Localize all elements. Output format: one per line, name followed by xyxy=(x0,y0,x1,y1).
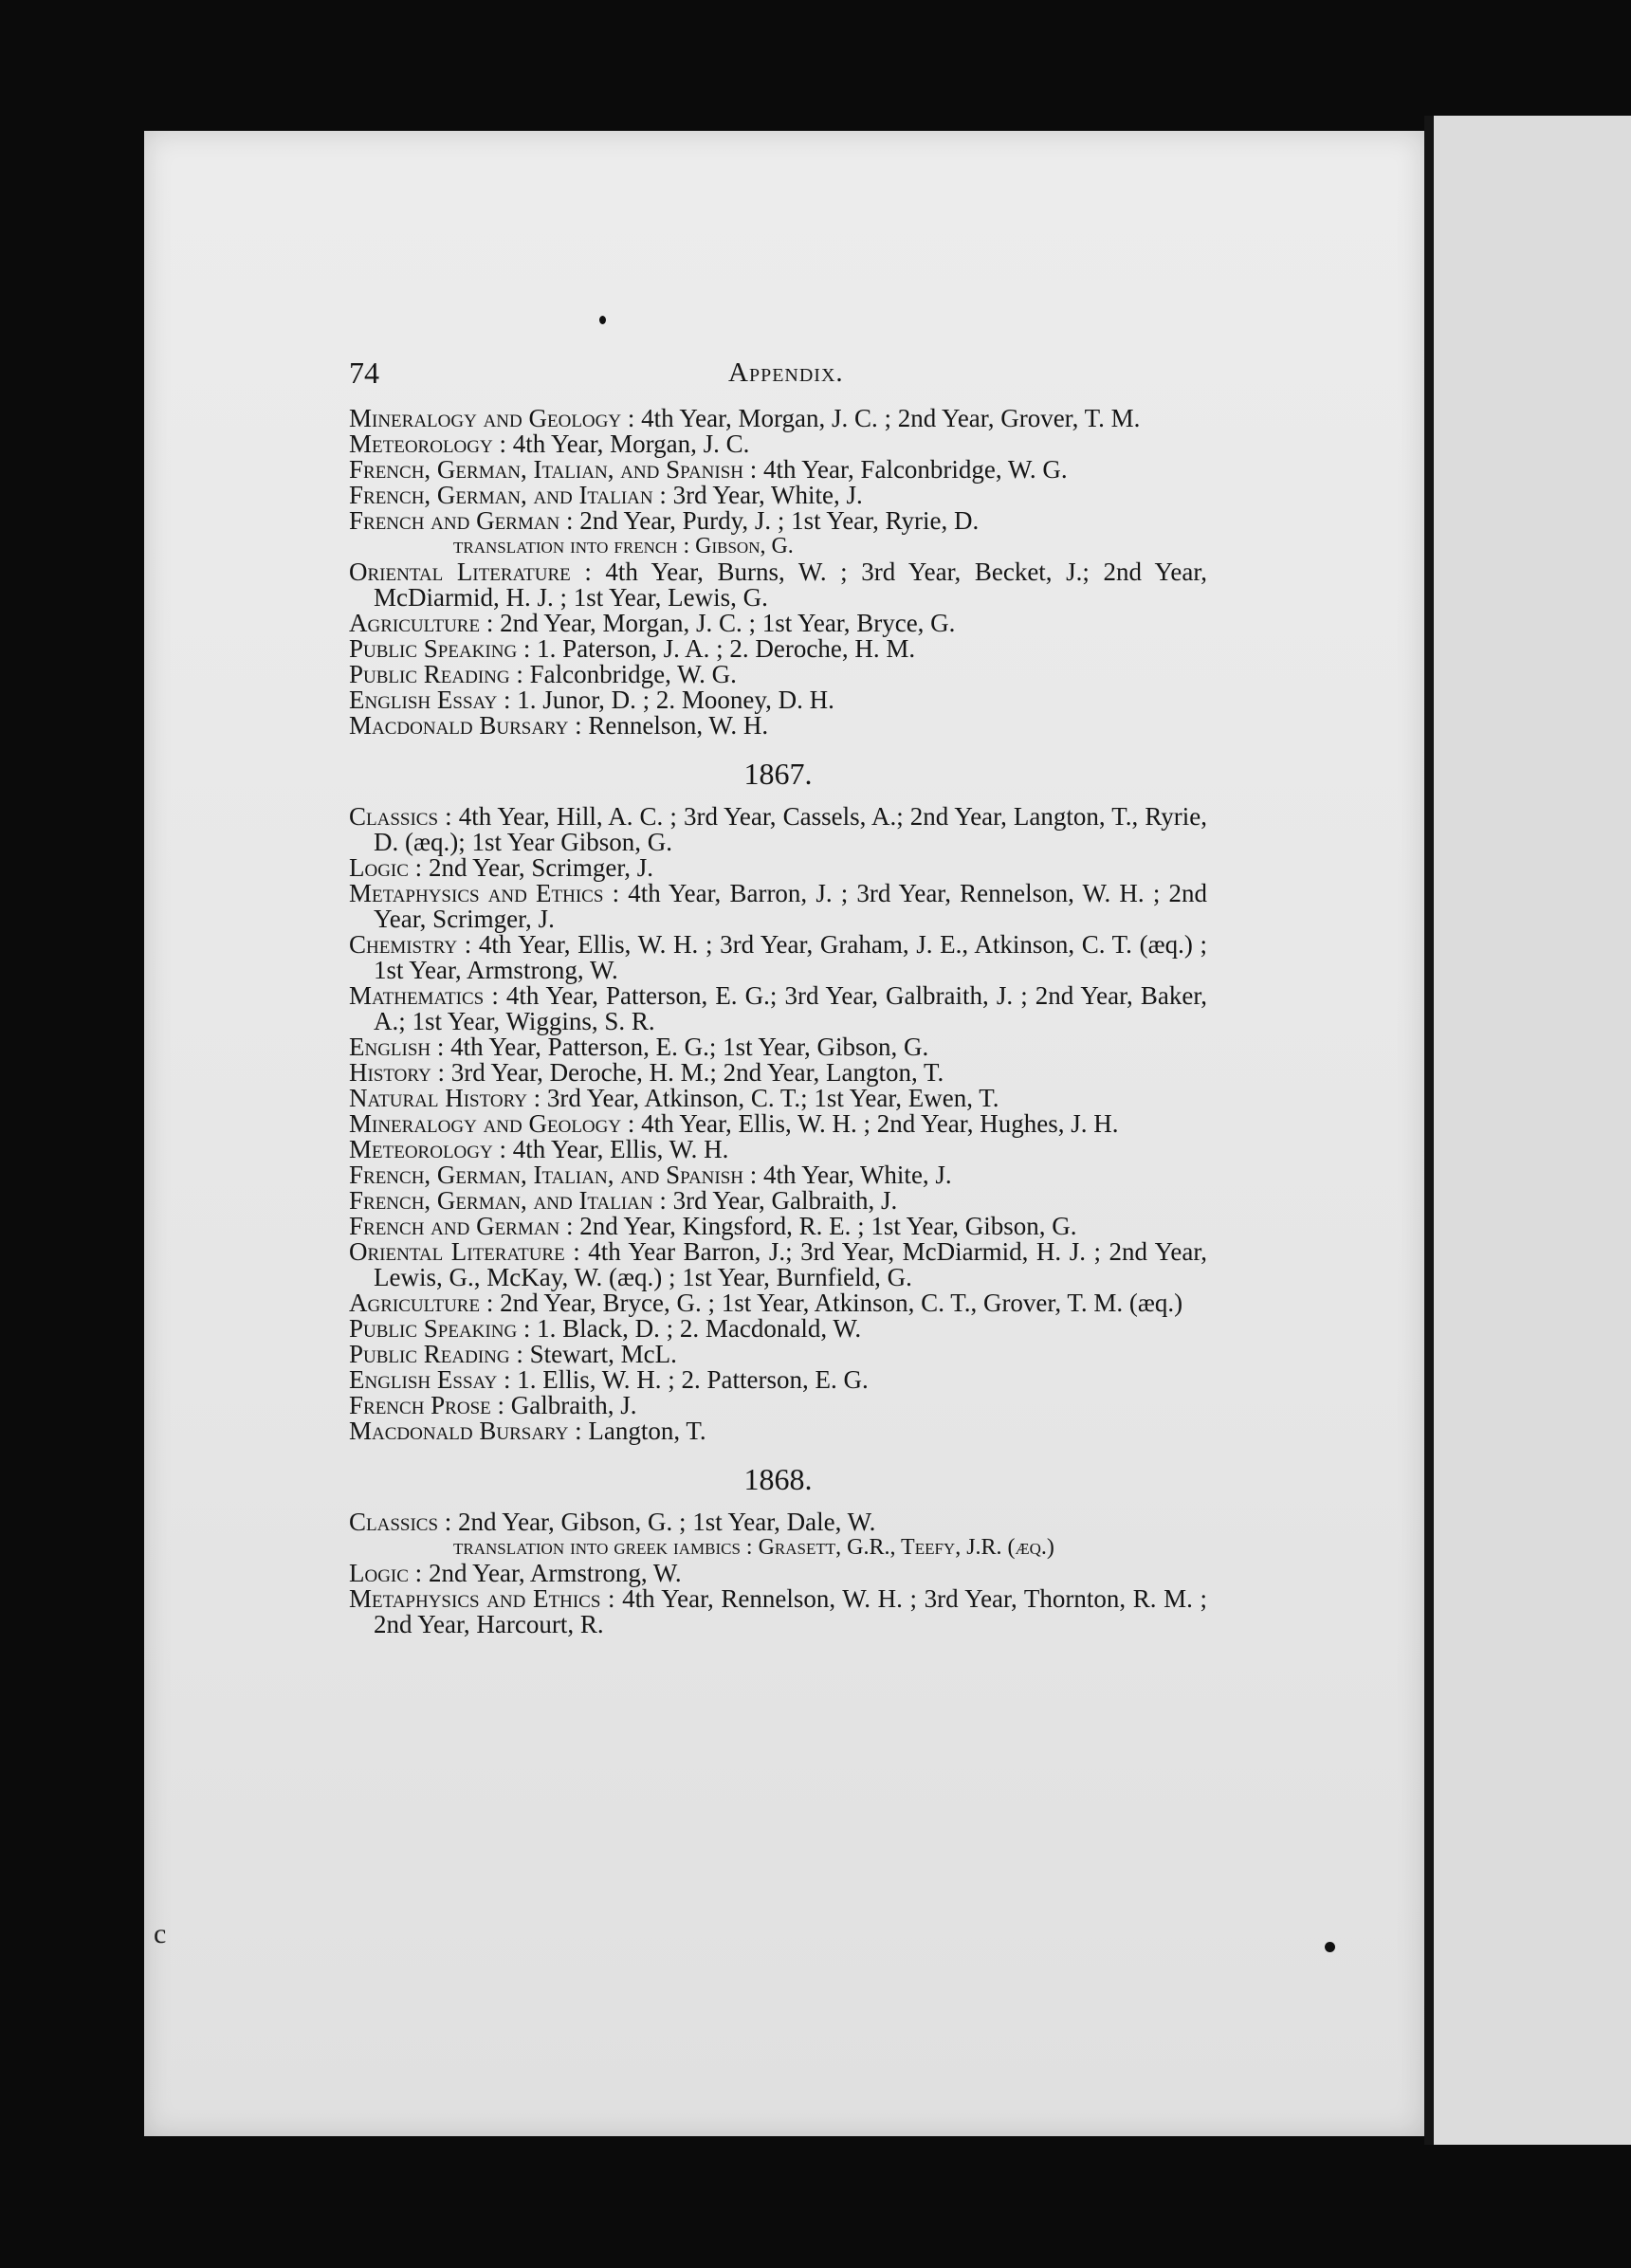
award-winners: 4th Year, Patterson, E. G.; 3rd Year, Galbraith, J. ; 2nd Year, Baker, A.; 1st Year, Wiggins, S. R. xyxy=(374,981,1207,1035)
award-winners: 1. Ellis, W. H. ; 2. Patterson, E. G. xyxy=(510,1365,869,1394)
award-entry xyxy=(349,932,1207,983)
subject-label: French, German, and Italian : xyxy=(349,481,667,509)
award-winners: 4th Year Barron, J.; 3rd Year, McDiarmid, H. J. ; 2nd Year, Lewis, G., McKay, W. (æq.) ; 1st Year, Burnfield, G. xyxy=(374,1237,1207,1291)
page-number: 74 xyxy=(349,356,379,390)
award-winners: 2nd Year, Scrimger, J. xyxy=(422,853,654,882)
award-entry xyxy=(349,1316,1207,1342)
award-winners: 1. Paterson, J. A. ; 2. Deroche, H. M. xyxy=(530,634,916,663)
award-winners: 3rd Year, Galbraith, J. xyxy=(666,1186,898,1215)
subject-label: Mineralogy and Geology : xyxy=(349,1109,635,1138)
award-entry xyxy=(349,983,1207,1034)
award-winners: 4th Year, Ellis, W. H. ; 2nd Year, Hughes, J. H. xyxy=(634,1109,1119,1138)
margin-mark: c xyxy=(154,1918,167,1949)
subject-label: French Prose : xyxy=(349,1391,504,1419)
award-entry xyxy=(349,457,1207,483)
award-winners: 3rd Year, Deroche, H. M.; 2nd Year, Langton, T. xyxy=(444,1058,944,1087)
running-header xyxy=(349,356,1207,406)
award-entry xyxy=(349,855,1207,881)
award-winners: 2nd Year, Bryce, G. ; 1st Year, Atkinson, C. T., Grover, T. M. (æq.) xyxy=(493,1289,1183,1317)
award-entry xyxy=(349,406,1207,431)
award-entry xyxy=(349,1060,1207,1086)
subject-label: Meteorology : xyxy=(349,1135,506,1163)
award-winners: Langton, T. xyxy=(581,1417,706,1445)
award-entry xyxy=(349,1586,1207,1637)
subject-label: English : xyxy=(349,1033,445,1061)
subject-label: French, German, Italian, and Spanish : xyxy=(349,1161,758,1189)
subject-label: English Essay : xyxy=(349,686,511,714)
subject-label: Public Speaking : xyxy=(349,634,531,663)
ink-speck xyxy=(599,316,606,324)
subject-label: French, German, and Italian : xyxy=(349,1186,667,1215)
sub-award-line: translation into french : Gibson, G. xyxy=(453,534,794,558)
award-winners: 4th Year, Rennelson, W. H. ; 3rd Year, Thornton, R. M. ; 2nd Year, Harcourt, R. xyxy=(374,1584,1207,1638)
award-winners: 2nd Year, Kingsford, R. E. ; 1st Year, Gibson, G. xyxy=(573,1212,1077,1240)
award-entry xyxy=(349,1034,1207,1060)
subject-label: French and German : xyxy=(349,1212,574,1240)
award-winners: 4th Year, Morgan, J. C. ; 2nd Year, Grover, T. M. xyxy=(634,404,1141,432)
page-gutter xyxy=(1424,116,1434,2145)
subject-label: Chemistry : xyxy=(349,930,472,959)
award-winners: 4th Year, Ellis, W. H. xyxy=(505,1135,729,1163)
award-entry xyxy=(349,1137,1207,1162)
subject-label: Macdonald Bursary : xyxy=(349,1417,582,1445)
award-entry xyxy=(349,662,1207,687)
award-entry xyxy=(349,1509,1207,1535)
subject-label: Macdonald Bursary : xyxy=(349,711,582,740)
award-entry xyxy=(349,1239,1207,1290)
subject-label: French, German, Italian, and Spanish : xyxy=(349,455,758,484)
award-winners: 4th Year, Ellis, W. H. ; 3rd Year, Graham, J. E., Atkinson, C. T. (æq.) ; 1st Year, Armstrong, W. xyxy=(374,930,1208,984)
subject-label: Mineralogy and Geology : xyxy=(349,404,635,432)
subject-label: French and German : xyxy=(349,506,574,535)
award-entry xyxy=(349,1342,1207,1367)
award-winners: 4th Year, Barron, J. ; 3rd Year, Rennelson, W. H. ; 2nd Year, Scrimger, J. xyxy=(374,879,1207,933)
subject-label: Agriculture : xyxy=(349,1289,494,1317)
subject-label: Logic : xyxy=(349,1559,423,1587)
subject-label: Public Speaking : xyxy=(349,1314,531,1343)
subject-label: Classics : xyxy=(349,802,452,831)
year-heading: 1868. xyxy=(743,1462,813,1496)
sub-award-line: translation into greek iambics : Grasett, G.R., Teefy, J.R. (æq.) xyxy=(453,1535,1054,1560)
subject-label: Metaphysics and Ethics : xyxy=(349,1584,615,1613)
subject-label: Agriculture : xyxy=(349,609,494,637)
award-entry xyxy=(349,1086,1207,1111)
award-entry xyxy=(349,483,1207,508)
award-entry xyxy=(349,804,1207,855)
award-winners: Falconbridge, W. G. xyxy=(522,660,737,688)
subject-label: Public Reading : xyxy=(349,1340,523,1368)
award-winners: 2nd Year, Gibson, G. ; 1st Year, Dale, W. xyxy=(451,1508,876,1536)
award-winners: Galbraith, J. xyxy=(504,1391,637,1419)
award-winners: 2nd Year, Morgan, J. C. ; 1st Year, Bryce, G. xyxy=(493,609,956,637)
award-entry xyxy=(349,881,1207,932)
running-title: Appendix. xyxy=(728,357,844,388)
award-entry xyxy=(349,1188,1207,1214)
award-winners: 2nd Year, Armstrong, W. xyxy=(422,1559,682,1587)
subject-label: Logic : xyxy=(349,853,423,882)
award-winners: 2nd Year, Purdy, J. ; 1st Year, Ryrie, D. xyxy=(573,506,980,535)
award-winners: 4th Year, Patterson, E. G.; 1st Year, Gibson, G. xyxy=(444,1033,929,1061)
subject-label: Public Reading : xyxy=(349,660,523,688)
subject-label: Metaphysics and Ethics : xyxy=(349,879,620,907)
subject-label: English Essay : xyxy=(349,1365,511,1394)
award-entry xyxy=(349,611,1207,636)
subject-label: Oriental Literature : xyxy=(349,558,592,586)
prize-list xyxy=(349,406,1207,1637)
page-content xyxy=(349,356,1208,1638)
award-entry xyxy=(349,713,1207,739)
award-winners: 1. Black, D. ; 2. Macdonald, W. xyxy=(530,1314,862,1343)
award-entry xyxy=(349,1418,1207,1444)
award-winners: 4th Year, Hill, A. C. ; 3rd Year, Cassels, A.; 2nd Year, Langton, T., Ryrie, D. (æq.); 1st Year Gibson, G. xyxy=(374,802,1207,856)
award-winners: 4th Year, Burns, W. ; 3rd Year, Becket, J.; 2nd Year, McDiarmid, H. J. ; 1st Year, Lewis, G. xyxy=(374,558,1207,612)
facing-page-edge xyxy=(1434,116,1631,2145)
award-entry xyxy=(349,1367,1207,1393)
ink-speck xyxy=(1325,1942,1335,1952)
award-winners: 4th Year, White, J. xyxy=(757,1161,952,1189)
award-entry xyxy=(349,1393,1207,1418)
award-entry xyxy=(349,687,1207,713)
award-winners: 3rd Year, Atkinson, C. T.; 1st Year, Ewen, T. xyxy=(541,1084,999,1112)
award-entry xyxy=(349,1111,1207,1137)
subject-label: Classics : xyxy=(349,1508,452,1536)
award-winners: Rennelson, W. H. xyxy=(581,711,769,740)
award-winners: 1. Junor, D. ; 2. Mooney, D. H. xyxy=(510,686,834,714)
award-entry xyxy=(349,1162,1207,1188)
award-entry xyxy=(349,1290,1207,1316)
award-winners: 4th Year, Falconbridge, W. G. xyxy=(757,455,1068,484)
subject-label: History : xyxy=(349,1058,445,1087)
subject-label: Natural History : xyxy=(349,1084,541,1112)
award-entry xyxy=(349,431,1207,457)
award-entry xyxy=(349,1214,1207,1239)
award-entry xyxy=(349,559,1207,611)
award-winners: 3rd Year, White, J. xyxy=(666,481,863,509)
subject-label: Oriental Literature : xyxy=(349,1237,580,1266)
subject-label: Meteorology : xyxy=(349,430,506,458)
award-entry xyxy=(349,1561,1207,1586)
award-winners: Stewart, McL. xyxy=(522,1340,677,1368)
subject-label: Mathematics : xyxy=(349,981,499,1010)
award-entry xyxy=(349,508,1207,534)
award-winners: 4th Year, Morgan, J. C. xyxy=(505,430,750,458)
year-heading: 1867. xyxy=(743,757,813,791)
award-entry xyxy=(349,636,1207,662)
